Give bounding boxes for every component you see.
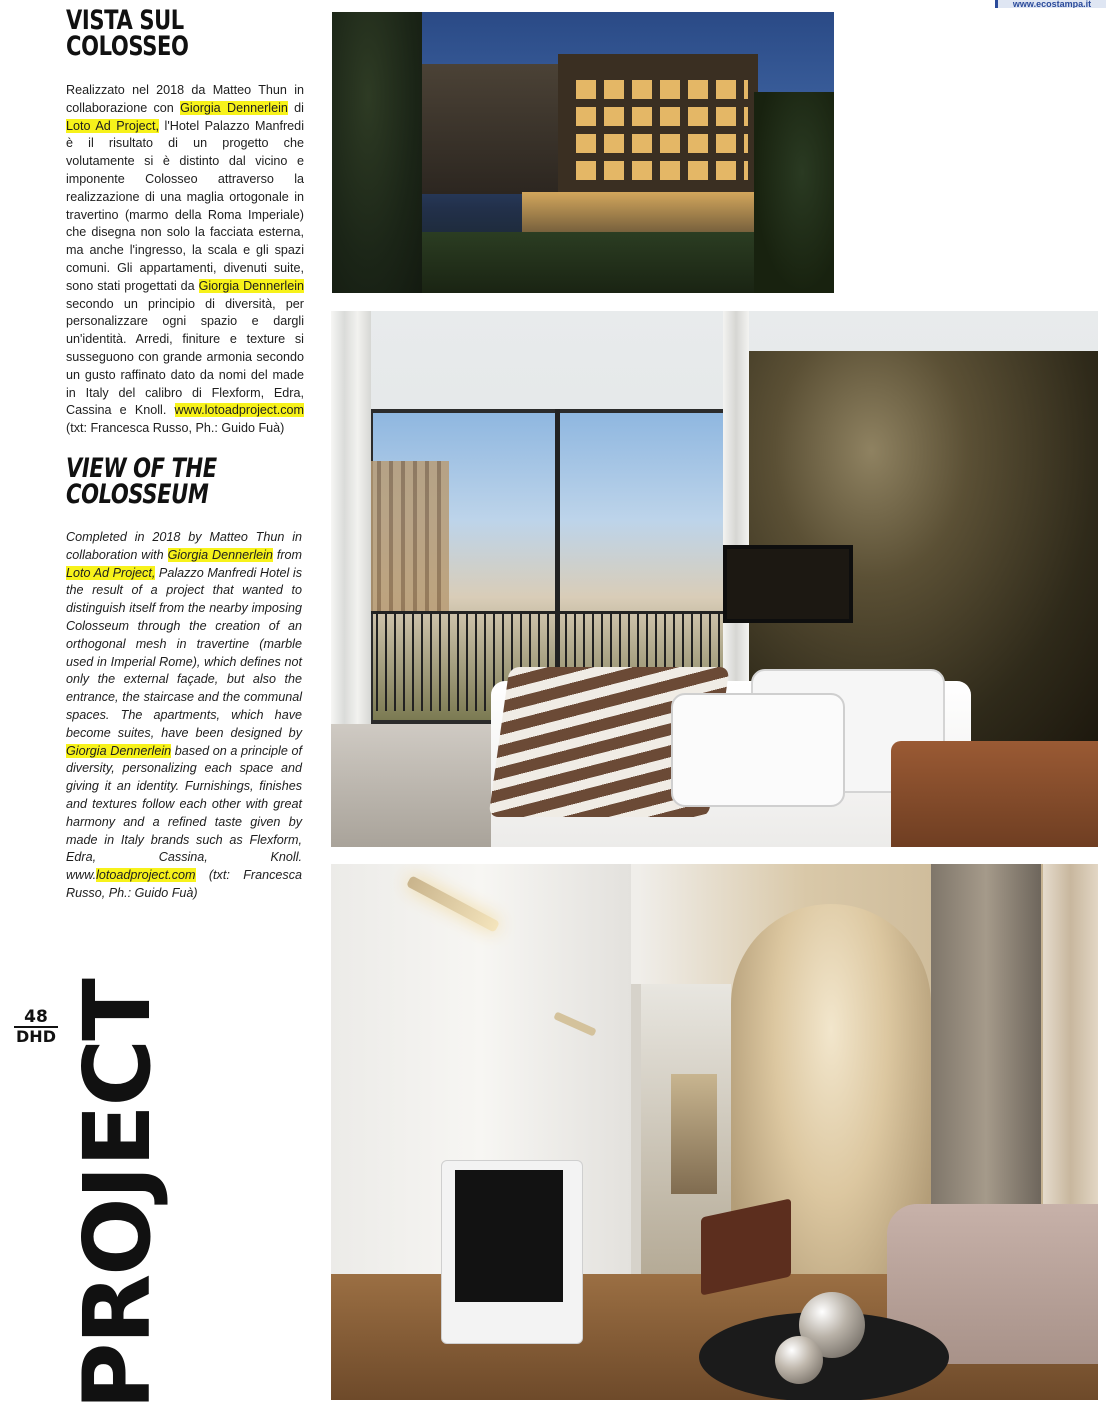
article-body-english bbox=[66, 529, 302, 903]
highlighted-name: Loto Ad Project, bbox=[66, 118, 159, 133]
suite-living-photo bbox=[331, 864, 1098, 1400]
body-text: from bbox=[272, 547, 303, 562]
decor-sphere bbox=[775, 1336, 823, 1384]
pillow bbox=[671, 693, 845, 807]
tv-screen bbox=[455, 1170, 563, 1302]
highlighted-name: Loto Ad Project, bbox=[66, 565, 156, 580]
page-number: 48 bbox=[14, 1008, 58, 1028]
colosseum-view bbox=[369, 461, 449, 611]
leather-sofa bbox=[891, 741, 1098, 847]
highlighted-name: Giorgia Dennerlein bbox=[167, 547, 273, 562]
website-link[interactable]: www.lotoadproject.com bbox=[174, 403, 304, 418]
title-line: COLOSSEO bbox=[66, 31, 189, 62]
body-text: (txt: Francesca Russo, Ph.: Guido Fuà) bbox=[66, 421, 285, 436]
section-label: PROJECT bbox=[64, 980, 171, 1410]
body-text: based on a principle of diversity, personalizing each space and giving it an identity. Furnishings, finishes and textures follow each other with great harmony and a refined taste given by made in Italy brands such as Flexform, Edra, Cassina, Knoll. www. bbox=[66, 743, 302, 883]
website-link[interactable]: lotoadproject.com bbox=[96, 868, 196, 883]
body-text: di bbox=[287, 100, 304, 115]
body-text: Realizzato nel 2018 da Matteo Thun in collaborazione con bbox=[66, 83, 304, 115]
body-text: (txt: Francesca Russo, Ph.: Guido Fuà) bbox=[66, 868, 302, 900]
highlighted-name: Giorgia Dennerlein bbox=[66, 743, 172, 758]
tree-right bbox=[754, 92, 834, 293]
colosseum-vista bbox=[671, 1074, 717, 1194]
article-title-italian bbox=[66, 5, 189, 62]
source-tag: www.ecostampa.it bbox=[995, 0, 1106, 8]
highlighted-name: Giorgia Dennerlein bbox=[198, 278, 304, 293]
article-title-english bbox=[66, 453, 217, 510]
bedroom-photo bbox=[331, 311, 1098, 847]
body-text: Completed in 2018 by Matteo Thun in collaboration with bbox=[66, 530, 302, 562]
magazine-name: DHD bbox=[16, 1027, 56, 1046]
lit-windows bbox=[568, 72, 748, 180]
tree-left bbox=[332, 12, 422, 293]
neighbor-building bbox=[410, 64, 560, 194]
body-text: l'Hotel Palazzo Manfredi è il risultato di un progetto che volutamente si è distinto dal vicino e imponente Colosseo attraverso la realizzazione di una maglia ortogonale in travertino (marmo della Roma Imperiale) che disegna non solo la facciata esterna, ma anche l'ingresso, la scala e gli spazi comuni. Gli appartamenti, divenuti suite, sono stati progettati da bbox=[66, 118, 304, 293]
body-text: secondo un principio di diversità, per personalizzare ogni spazio e dargli un'identità. Arredi, finiture e texture si susseguono con grande armonia secondo un gusto raffinato dato da nomi del made in Italy del calibro di Flexform, Edra, Cassina e Knoll. bbox=[66, 296, 304, 418]
highlighted-name: Giorgia Dennerlein bbox=[180, 100, 288, 115]
wall-tv bbox=[723, 545, 853, 623]
page-number-block bbox=[12, 1008, 60, 1046]
title-line: VISTA SUL bbox=[66, 5, 184, 36]
article-body-italian bbox=[66, 82, 304, 438]
title-line: COLOSSEUM bbox=[66, 479, 209, 510]
hotel-base bbox=[522, 192, 782, 236]
title-line: VIEW OF THE bbox=[66, 453, 217, 484]
body-text: Palazzo Manfredi Hotel is the result of a project that wanted to distinguish itself from the nearby imposing Colosseum through the creation of an orthogonal mesh in travertine (marble used in Imperial Rome), which defines not only the external façade, but also the entrance, the staircase and the communal spaces. The apartments, which have become suites, have been designed by bbox=[66, 565, 302, 740]
hotel-exterior-photo bbox=[332, 12, 834, 293]
